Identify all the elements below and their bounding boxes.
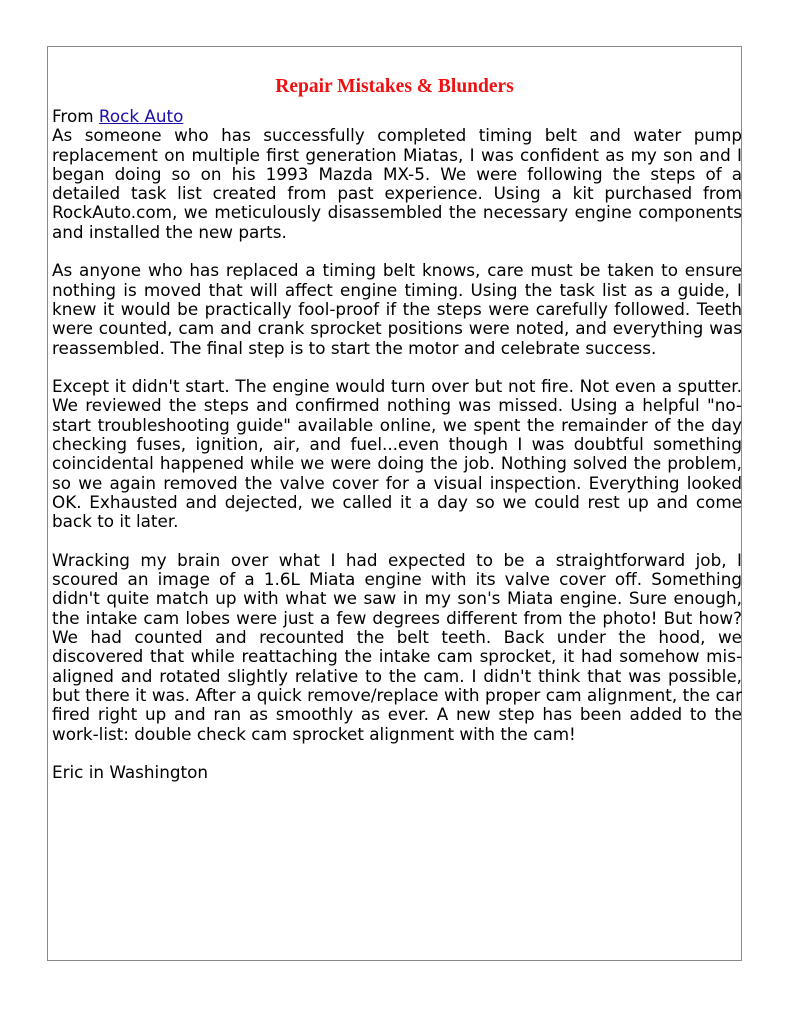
author-signature: Eric in Washington (52, 762, 208, 783)
article-frame (47, 46, 742, 961)
paragraph-3: Except it didn't start. The engine would turn over but not fire. Not even a sputter. We reviewed the steps and confirmed nothing was missed. Using a helpful "no-start troubleshooting guide" available online, we spent the remainder of the day checking fuses, ignition, air, and fuel...even though I was doubtful something coincidental happened while we were doing the job. Nothing solved the problem, so we again removed the valve cover for a visual inspection. Everything looked OK. Exhausted and dejected, we called it a day so we could rest up and come back to it later. (52, 376, 742, 532)
article-title: Repair Mistakes & Blunders (275, 76, 514, 97)
paragraph-4: Wracking my brain over what I had expected to be a straightforward job, I scoured an image of a 1.6L Miata engine with its valve cover off. Something didn't quite match up with what we saw in my son's Miata engine. Sure enough, the intake cam lobes were just a few degrees different from the photo! But how? We had counted and recounted the belt teeth. Back under the hood, we discovered that while reattaching the intake cam sprocket, it had somehow mis-aligned and rotated slightly relative to the cam. I didn't think that was possible, but there it was. After a quick remove/replace with proper cam alignment, the car fired right up and ran as smoothly as ever. A new step has been added to the work-list: double check cam sprocket alignment with the cam! (52, 549, 742, 744)
paragraph-2: As anyone who has replaced a timing belt knows, care must be taken to ensure nothing is moved that will affect engine timing. Using the task list as a guide, I knew it would be practically fool-proof if the steps were carefully followed. Teeth were counted, cam and crank sprocket positions were noted, and everything was reassembled. The final step is to start the motor and celebrate success. (52, 260, 742, 358)
source-line (52, 107, 742, 126)
source-link[interactable]: Rock Auto (98, 106, 184, 126)
article-body (52, 107, 742, 782)
source-prefix: From (52, 106, 94, 126)
paragraph-1: As someone who has successfully completed timing belt and water pump replacement on multiple first generation Miatas, I was confident as my son and I began doing so on his 1993 Mazda MX-5. We were following the steps of a detailed task list created from past experience. Using a kit purchased from RockAuto.com, we meticulously disassembled the necessary engine components and installed the new parts. (52, 125, 742, 242)
